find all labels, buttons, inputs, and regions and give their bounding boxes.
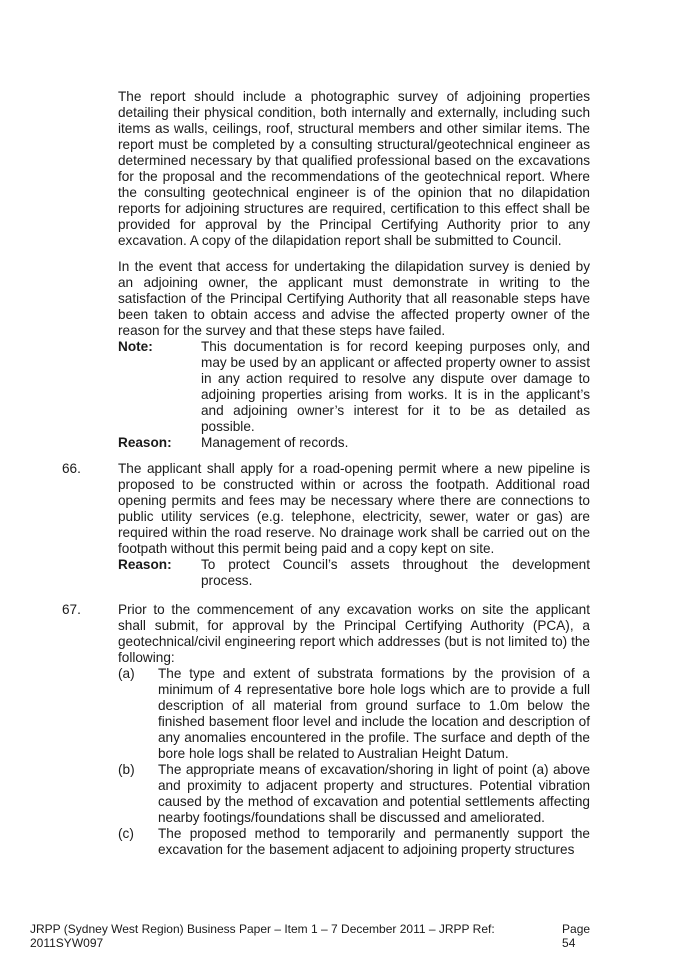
reason-text: Management of records. bbox=[201, 435, 349, 450]
sub-item-c bbox=[118, 826, 590, 858]
reason-label: Reason: bbox=[118, 557, 172, 572]
paragraph-text: In the event that access for undertaking the dilapidation survey is denied by an adjoining owner, the applicant must demonstrate in writing to the satisfaction of the Principal Certifying Authority that all reasonable steps have been taken to obtain access and advise the affected property owner of the reason for the survey and that these steps have failed. bbox=[118, 259, 590, 338]
access-denied-paragraph bbox=[118, 259, 590, 451]
paragraph-text: The report should include a photographic survey of adjoining properties detailing their physical condition, both internally and externally, including such items as walls, ceilings, roof, structural members and other similar items. The report must be completed by a consulting structural/geotechnical engineer as determined necessary by that qualified professional based on the excavations for the proposal and the recommendations of the geotechnical report. Where the consulting geotechnical engineer is of the opinion that no dilapidation reports for adjoining structures are required, certification to this effect shall be provided for approval by the Principal Certifying Authority prior to any excavation. A copy of the dilapidation report shall be submitted to Council. bbox=[118, 89, 590, 248]
sub-item-text: The type and extent of substrata formations by the provision of a minimum of 4 representative bore hole logs which are to provide a full description of all material from ground surface to 1.0m below the finished basement floor level and include the location and description of any anomalies encountered in the profile. The surface and depth of the bore hole logs shall be related to Australian Height Datum. bbox=[158, 666, 590, 761]
footer-reference: JRPP (Sydney West Region) Business Paper – Item 1 – 7 December 2011 – JRPP Ref: 2011SYW097 bbox=[30, 922, 495, 950]
reason-row bbox=[118, 435, 590, 451]
page-footer bbox=[30, 922, 606, 950]
condition-67 bbox=[62, 602, 590, 858]
sub-item-a bbox=[118, 666, 590, 762]
note-row bbox=[118, 339, 590, 435]
condition-text: The applicant shall apply for a road-opening permit where a new pipeline is proposed to be constructed within or across the footpath. Additional road opening permits and fees may be necessary where there are connections to public utility services (e.g. telephone, electricity, sewer, water or gas) are required within the road reserve. No drainage work shall be carried out on the footpath without this permit being paid and a copy kept on site. bbox=[118, 461, 590, 556]
sub-item-text: The proposed method to temporarily and permanently support the excavation for the basement adjacent to adjoining property structures bbox=[158, 826, 590, 857]
condition-66 bbox=[62, 461, 590, 589]
sub-item-marker: (c) bbox=[118, 826, 134, 841]
reason-label: Reason: bbox=[118, 435, 172, 450]
condition-number: 67. bbox=[62, 602, 81, 617]
sub-item-b bbox=[118, 762, 590, 826]
sub-item-text: The appropriate means of excavation/shoring in light of point (a) above and proximity to adjacent property and structures. Potential vibration caused by the method of excavation and potential settlements affecting nearby footings/foundations shall be discussed and ameliorated. bbox=[158, 762, 590, 825]
dilapidation-report-paragraph bbox=[118, 89, 590, 249]
note-text: This documentation is for record keeping purposes only, and may be used by an applicant or affected property owner to assist in any action required to resolve any dispute over damage to adjoining properties arising from works. It is in the applicant’s and adjoining owner’s interest for it to be as detailed as possible. bbox=[201, 339, 590, 434]
note-label: Note: bbox=[118, 339, 153, 354]
reason-row bbox=[118, 557, 590, 589]
reason-text: To protect Council’s assets throughout the development process. bbox=[201, 557, 590, 588]
condition-number: 66. bbox=[62, 461, 81, 476]
sub-item-marker: (b) bbox=[118, 762, 135, 777]
condition-text: Prior to the commencement of any excavation works on site the applicant shall submit, for approval by the Principal Certifying Authority (PCA), a geotechnical/civil engineering report which addresses (but is not limited to) the following: bbox=[118, 602, 590, 665]
sub-item-marker: (a) bbox=[118, 666, 135, 681]
page-number: Page 54 bbox=[562, 922, 591, 950]
